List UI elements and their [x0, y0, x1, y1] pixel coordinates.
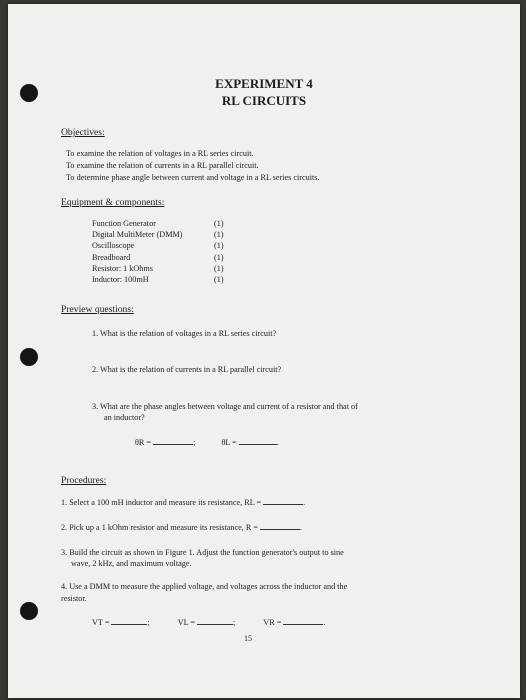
document-page [8, 4, 520, 698]
vt-label: VT = [92, 618, 110, 627]
experiment-subtitle: RL CIRCUITS [221, 93, 307, 108]
procedure-step-4-cont: resistor. [61, 594, 87, 603]
procedure-step-1: 1. Select a 100 mH inductor and measure its resistance, RL = . [61, 498, 306, 507]
objectives-heading: Objectives: [61, 127, 105, 138]
vt-blank[interactable] [111, 616, 147, 625]
preview-heading: Preview questions: [61, 304, 134, 315]
preview-question-3: 3. What are the phase angles between voltage and current of a resistor and that of [92, 402, 358, 411]
page-number: 15 [244, 634, 252, 643]
objective-1: To examine the relation of voltages in a RL series circuit. [66, 149, 254, 158]
theta-r-blank[interactable] [153, 436, 193, 445]
equipment-item: Breadboard (1) [92, 252, 224, 262]
vl-label: VL = [177, 618, 195, 627]
vr-blank[interactable] [283, 616, 323, 625]
voltage-answer-row: VT = ; VL = ; VR = . [92, 618, 326, 627]
equipment-item: Resistor: 1 kOhms (1) [92, 263, 224, 273]
punch-hole-middle [20, 348, 38, 366]
procedures-heading: Procedures: [61, 475, 107, 486]
vl-blank[interactable] [197, 616, 233, 625]
preview-question-2: 2. What is the relation of currents in a RL parallel circuit? [92, 365, 282, 374]
preview-question-3-cont: an inductor? [104, 413, 145, 422]
theta-answer-row: θR = ; θL = . [135, 438, 279, 447]
equipment-item: Inductor: 100mH (1) [92, 275, 224, 285]
vr-label: VR = [263, 618, 282, 627]
theta-r-label: θR = [135, 438, 152, 447]
equipment-item: Function Generator (1) [92, 219, 224, 228]
theta-l-blank[interactable] [239, 436, 277, 445]
experiment-title: EXPERIMENT 4 [215, 76, 313, 91]
procedure-step-4: 4. Use a DMM to measure the applied voltage, and voltages across the inductor and the [61, 582, 348, 591]
preview-question-1: 1. What is the relation of voltages in a RL series circuit? [92, 329, 277, 338]
procedure-step-2: 2. Pick up a 1 kOhm resistor and measure its resistance, R = . [61, 523, 303, 532]
equipment-heading: Equipment & components: [61, 197, 165, 208]
equipment-list [92, 218, 224, 285]
objective-2: To examine the relation of currents in a RL parallel circuit. [66, 161, 259, 170]
punch-hole-bottom [20, 602, 38, 620]
procedure-step-3: 3. Build the circuit as shown in Figure 1. Adjust the function generator's output to sine [61, 548, 344, 557]
objective-3: To determine phase angle between current and voltage in a RL series circuits. [66, 173, 320, 182]
r-blank[interactable] [260, 521, 300, 530]
procedure-step-3-cont: wave, 2 kHz, and maximum voltage. [71, 559, 192, 568]
equipment-item: Digital MultiMeter (DMM) (1) [92, 230, 224, 240]
equipment-item: Oscilloscope (1) [92, 241, 224, 251]
rl-blank[interactable] [263, 496, 303, 505]
theta-l-label: θL = [221, 438, 237, 447]
